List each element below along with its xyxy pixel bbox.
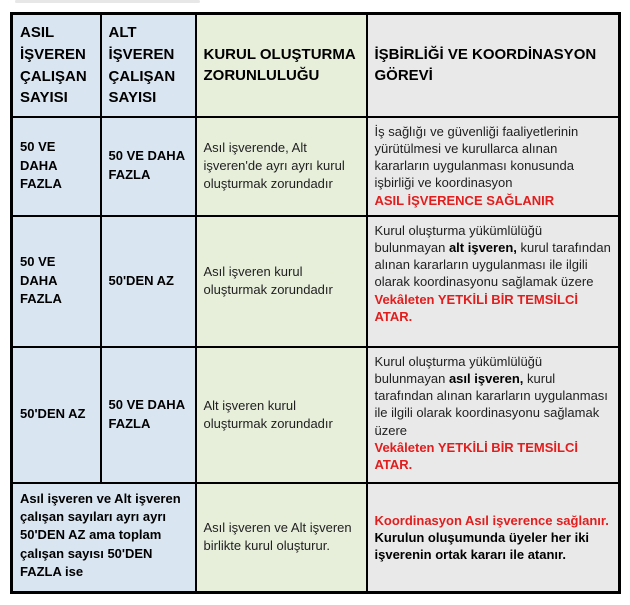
cell-kurul-zorunlulugu: Asıl işveren ve Alt işveren birlikte kurul oluşturur. bbox=[196, 483, 367, 593]
cell-asil-isveren-sayisi: 50'DEN AZ bbox=[12, 347, 101, 483]
cell-gorev: Kurul oluşturma yükümlülüğü bulunmayan asıl işveren, kurul tarafından alınan kararların uygulanması ile ilgili olarak koordinasyonu sağlamak üzere Vekâleten YETKİLİ BİR TEMSİLCİ ATAR. bbox=[367, 347, 620, 483]
cell-asil-isveren-sayisi: 50 VE DAHA FAZLA bbox=[12, 216, 101, 347]
cell-alt-isveren-sayisi: 50 VE DAHA FAZLA bbox=[101, 117, 196, 216]
cell-alt-isveren-sayisi: 50 VE DAHA FAZLA bbox=[101, 347, 196, 483]
cell-merged-condition: Asıl işveren ve Alt işveren çalışan sayıları ayrı ayrı 50'DEN AZ ama toplam çalışan sayısı 50'DEN FAZLA ise bbox=[12, 483, 196, 593]
cell-gorev: Koordinasyon Asıl işverence sağlanır. Kurulun oluşumunda üyeler her iki işverenin ortak kararı ile atanır. bbox=[367, 483, 620, 593]
column-header-isbirligi-koordinasyon: İŞBİRLİĞİ VE KOORDİNASYON GÖREVİ bbox=[367, 14, 620, 117]
kurul-olusturma-table bbox=[10, 12, 621, 594]
cell-asil-isveren-sayisi: 50 VE DAHA FAZLA bbox=[12, 117, 101, 216]
table-row bbox=[12, 117, 620, 216]
column-header-asil-isveren-sayisi: ASIL İŞVEREN ÇALIŞAN SAYISI bbox=[12, 14, 101, 117]
header-row bbox=[12, 14, 620, 117]
column-header-alt-isveren-sayisi: ALT İŞVEREN ÇALIŞAN SAYISI bbox=[101, 14, 196, 117]
column-header-kurul-zorunlulugu: KURUL OLUŞTURMA ZORUNLULUĞU bbox=[196, 14, 367, 117]
table-row bbox=[12, 216, 620, 347]
cell-gorev: Kurul oluşturma yükümlülüğü bulunmayan alt işveren, kurul tarafından alınan kararların uygulanması ile ilgili olarak koordinasyonu sağlamak üzere Vekâleten YETKİLİ BİR TEMSİLCİ ATAR. bbox=[367, 216, 620, 347]
cell-kurul-zorunlulugu: Alt işveren kurul oluşturmak zorundadır bbox=[196, 347, 367, 483]
cell-gorev: İş sağlığı ve güvenliği faaliyetlerinin yürütülmesi ve kurullarca alınan kararların uygulanması konusunda işbirliği ve koordinasyon ASIL İŞVERENCE SAĞLANIR bbox=[367, 117, 620, 216]
cell-kurul-zorunlulugu: Asıl işveren kurul oluşturmak zorundadır bbox=[196, 216, 367, 347]
cell-alt-isveren-sayisi: 50'DEN AZ bbox=[101, 216, 196, 347]
table-row bbox=[12, 347, 620, 483]
scan-artifact bbox=[15, 0, 200, 3]
table-row bbox=[12, 483, 620, 593]
cell-kurul-zorunlulugu: Asıl işverende, Alt işveren'de ayrı ayrı kurul oluşturmak zorundadır bbox=[196, 117, 367, 216]
